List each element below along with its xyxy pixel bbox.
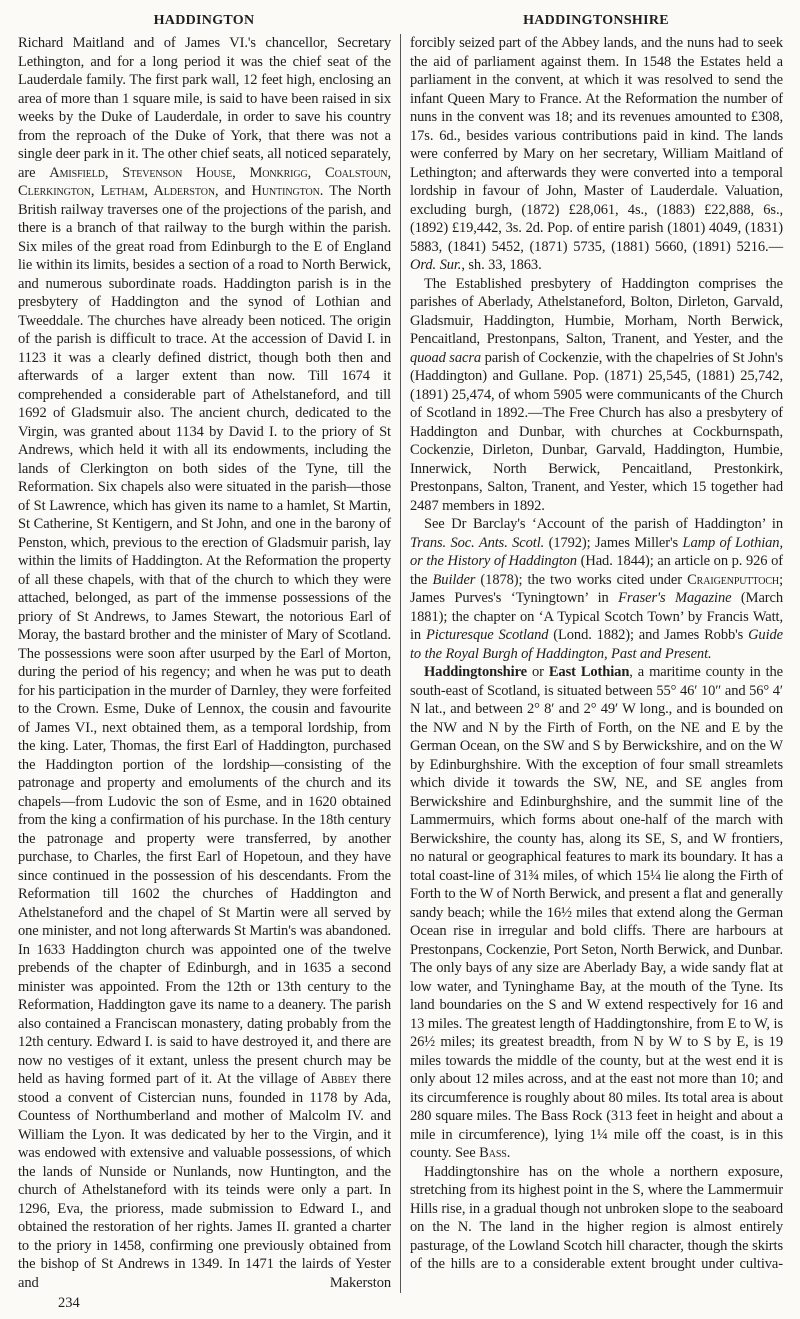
paragraph [410, 515, 783, 663]
text-run: forcibly seized part of the Abbey lands, and the nuns had to seek the aid of parliament against them. In 1548 the Estates held a parliament in the convent, at which it was resolved to send the infant Queen Mary to France. At the Reformation the number of nuns in the convent was 18; and its revenues amounted to £308, 17s. 6d., besides various contributions paid in kind. The lands were conferred by Mary on her secretary, William Maitland of Lethington; and afterwards they were converted into a temporal lordship in favour of John, Master of Lauderdale. Valuation, excluding burgh, (1872) £28,061, 4s., (1883) £22,888, 6s., (1892) £19,442, 3s. 2d. Pop. of entire parish (1801) 4049, (1831) 5883, (1841) 5452, (1871) 5735, (1881) 5660, (1891) 5216.— [410, 35, 783, 255]
text-run: ; James Purves's ‘Tyningtown’ in [410, 571, 783, 606]
text-run: , and [214, 183, 252, 199]
small-caps-text: Craigenputtoch [687, 571, 780, 588]
paragraph [410, 34, 783, 275]
text-run: , sh. 33, 1863. [461, 257, 542, 273]
text-run: (Had. 1844); an article on p. 926 of the [410, 553, 783, 588]
text-run: , a maritime county in the south-east of Scotland, is situated between 55° 46′ 10″ and 56° 4′ N lat., and between 2° 8′ and 2° 49′ W long., and is bounded on the NW and N by the Firth of Forth, on the NE and E by the German Ocean, on the SW and S by Berwickshire, and on the W by Edinburghshire. With the exception of four small streamlets which divide it towards the SW, NE, and SE angles from Berwickshire and Edinburghshire, and the summit line of the Lammermuirs, which forms about one-half of the march with Berwickshire, the county has, along its SE, S, and W frontiers, no natural or geographical features to mark its boundary. It has a total coast-line of 31¾ miles, of which 15¼ lie along the Firth of Forth to the W of North Berwick, and present a flat and generally sandy beach; while the 16½ miles that extend along the German Ocean rise in irregular and bold cliffs. There are harbours at Prestonpans, Cockenzie, Port Seton, North Berwick, and Dunbar. The only bays of any size are Aberlady Bay, a wide sandy flat at low water, and Tyninghame Bay, at the mouth of the Tyne. Its land boundaries on the S and W extend respectively for 16 and 13 miles. The greatest length of Haddingtonshire, from E to W, is 26½ miles; its greatest breadth, from N by W to S by E, is 19 miles towards the middle of the county, but at the west end it is only about 12 miles across, and at the east not more than 10; and its circumference is roughly about 80 miles. Its total area is about 280 square miles. The Bass Rock (313 feet in height and about a mile in circumference), lying 1¼ mile off the coast, is in this county. See [410, 664, 783, 1161]
small-caps-text: Amisfield, Stevenson House, Monkrigg, Coalstoun, Clerkington, Letham, Alderston [18, 164, 391, 199]
italic-text: Lamp of Lothian, or the History of Haddington [410, 534, 783, 569]
text-run: The Established presbytery of Haddington comprises the parishes of Aberlady, Athelstaneford, Bolton, Dirleton, Garvald, Gladsmuir, Haddington, Humbie, Morham, North Berwick, Pencaitland, Prestonpans, Salton, Tranent, and Yester, and the [410, 275, 783, 347]
italic-text: Ord. Sur. [410, 257, 462, 273]
bold-text: East Lothian [548, 664, 630, 680]
running-header-left: HADDINGTON [153, 13, 255, 28]
text-run: (1792); James Miller's [544, 534, 683, 551]
italic-text: Builder [432, 571, 476, 588]
text-run: Haddingtonshire has on the whole a northern exposure, stretching from its highest point in the S, where the Lammermuir Hills rise, in a gradual though not unbroken slope to the seaboard on the N. The land in the higher region is almost entirely pasturage, of the Lowland Scotch hill character, though the skirts of the hills are to a considerable extent brought under cultiva- [410, 1163, 783, 1272]
text-run: (Lond. 1882); and James Robb's [548, 627, 749, 643]
column-divider [400, 34, 401, 1293]
paragraph [410, 663, 783, 1163]
italic-text: Picturesque Scotland [425, 627, 549, 643]
italic-text: Trans. Soc. Ants. Scotl. [410, 534, 545, 551]
left-column-wrapper [18, 34, 391, 1313]
bold-text: Haddingtonshire [424, 664, 527, 680]
paragraph [410, 1163, 783, 1274]
italic-text: Guide to the Royal Burgh of Haddington, Past and Present. [410, 627, 783, 662]
small-caps-text: Huntington [251, 183, 320, 199]
italic-text: Fraser's Magazine [618, 590, 732, 606]
text-run: there stood a convent of Cistercian nuns, founded in 1178 by Ada, Countess of Northumberland and mother of Malcolm IV. and William the Lyon. It was dedicated by her to the Virgin, and it was endowed with extensive and valuable possessions, of which the lands of Nunside or Nunlands, now Huntington, and the church of Athelstaneford with its teinds were only a part. In 1296, Eva, the prioress, made submission to Edward I., and obtained the restoration of her rights. James II. granted a charter to the priory in 1458, confirming one previously obtained from the bishop of St Andrews in 1349. In 1471 the lairds of Yester and Makerston [18, 1071, 391, 1291]
right-column-wrapper [410, 34, 783, 1274]
text-run: parish of Cockenzie, with the chapelries of St John's (Haddington) and Gullane. Pop. (1871) 25,545, (1881) 25,742, (1891) 25,474, of whom 5905 were communicants of the Church of Scotland in 1892.—The Free Church has also a presbytery of Haddington and Dunbar, with churches at Cockburnspath, Cockenzie, Dirleton, Dunbar, Garvald, Haddington, Humbie, Innerwick, North Berwick, Pencaitland, Prestonkirk, Prestonpans, Salton, Tranent, and Yester, which 15 together had 2487 members in 1892. [410, 349, 783, 514]
left-column [18, 34, 391, 1292]
running-header-right: HADDINGTONSHIRE [523, 13, 669, 28]
text-run: Richard Maitland and of James VI.'s chancellor, Secretary Lethington, and for a long period it was the chief seat of the Lauderdale family. The first park wall, 12 feet high, enclosing an area of more than 1 square mile, is said to have been raised in six weeks by the Duke of Lauderdale, in order to save his country from the reproach of the Duke of York, that there was not a single deer park in it. The other chief seats, all noticed separately, are [18, 35, 391, 181]
small-caps-text: Bass [479, 1145, 507, 1161]
text-run: See Dr Barclay's ‘Account of the parish of Haddington’ in [424, 516, 783, 532]
small-caps-text: Abbey [320, 1071, 358, 1087]
text-run: or [527, 664, 549, 680]
paragraph [410, 275, 783, 516]
text-run: . The North British railway traverses one of the projections of the parish, and there is a branch of that railway to the burgh within the parish. Six miles of the great road from Edinburgh to the E of England lie within its limits, besides a section of a road to North Berwick, and numerous subordinate roads. Haddington parish is in the presbytery of Haddington and the synod of Lothian and Tweeddale. The churches have already been noticed. The origin of the parish is difficult to trace. At the accession of David I. in 1123 it was a clearly defined district, though both then and afterwards of a larger extent than now. Till 1674 it comprehended a considerable part of Athelstaneford, and till 1692 of Gladsmuir also. The ancient church, dedicated to the Virgin, was granted about 1134 by David I. to the priory of St Andrews, which held it with all its endowments, including the lands of Clerkington on both sides of the Tyne, till the Reformation. Six chapels also were situated in the parish—those of St Lawrence, which has given its name to a hamlet, St Martin, St Catherine, St Kentigern, and St John, and one in the barony of Penston, which, previous to the erection of Gladsmuir parish, lay within the limits of Haddington. At the Reformation the property of all these chapels, with that of the church to which they were attached, belonged, as part of the immense possessions of the priory of St Andrews, to James Stewart, the notorious Earl of Moray, the bastard brother and the minister of Mary of Scotland. The possessions were soon after usurped by the Earl of Morton, during the period of his regency; and when he was put to death for his participation in the murder of Darnley, they were forfeited to the Crown. Esme, Duke of Lennox, the cousin and favourite of James VI., next obtained them, as a temporal lordship, from the king. Later, Thomas, the first Earl of Haddington, purchased the Haddington portion of the lordship—consisting of the patronage and property and emoluments of the church and its chapels—from Ludovic the son of Esme, and in 1620 obtained from the king a confirmation of his purchase. In the 18th century the patronage and property were transferred, by another purchase, to Charles, the first Earl of Hopetoun, and they have since continued in the possession of his descendants. From the Reformation till 1602 the churches of Haddington and Athelstaneford and the chapel of St Martin were all served by one minister, and not long afterwards St Martin's was abandoned. In 1633 Haddington church was appointed one of the twelve prebends of the chapter of Edinburgh, and in 1635 a second minister was appointed. From the 12th or 13th century to the Reformation, Haddington gave its name to a deanery. The parish also contained a Franciscan monastery, dating probably from the 12th century. Edward I. is said to have destroyed it, and there are now no vestiges of it extant, unless the present church may be held as having formed part of it. At the village of [18, 183, 391, 1087]
text-run: (1878); the two works cited under [475, 571, 688, 588]
text-run: . [506, 1145, 511, 1161]
paragraph [18, 34, 391, 1292]
right-column [410, 34, 783, 1274]
page-number: 234 [58, 1295, 80, 1311]
text-run: (March 1881); the chapter on ‘A Typical Scotch Town’ by Francis Watt, in [410, 590, 783, 643]
italic-text: quoad sacra [410, 349, 482, 366]
